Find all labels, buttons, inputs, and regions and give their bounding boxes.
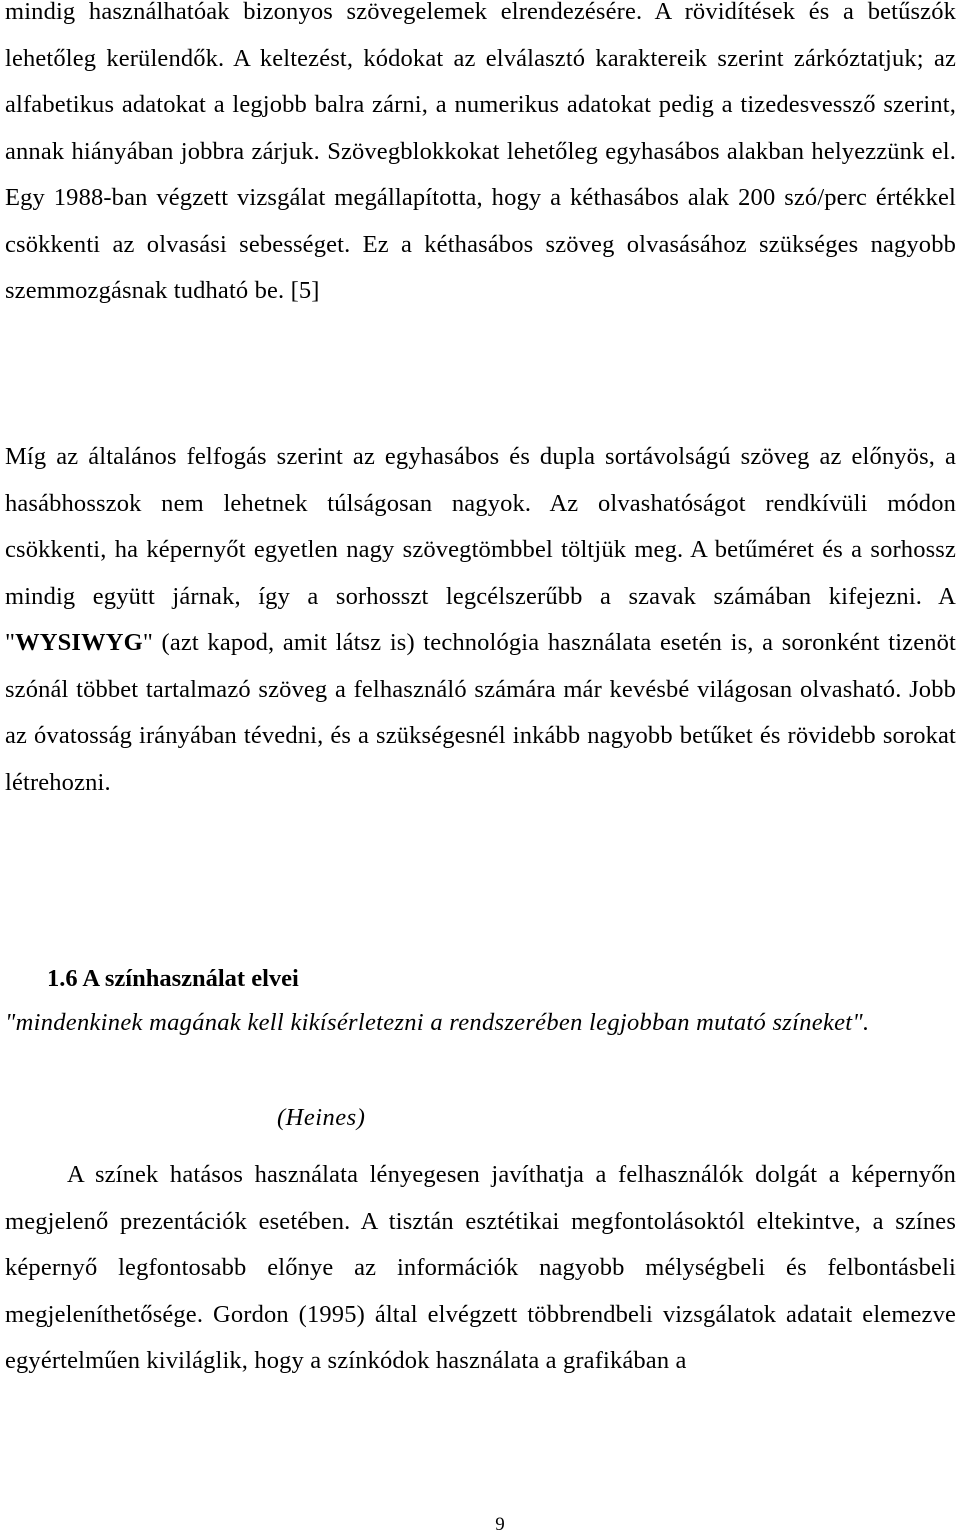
paragraph-1-text: mindig használhatóak bizonyos szövegelemek elrendezésére. A rövidítések és a betűszók lehetőleg kerülendők. A keltezést, kódokat az elválasztó karaktereik szerint zárkóztatjuk; az alfabetikus adatokat a legjobb balra zárni, a numerikus adatokat pedig a tizedesvessző szerint, annak hiányában jobbra zárjuk. Szövegblokkokat lehetőleg egyhasábos alakban helyezzünk el. Egy 1988-ban végzett vizsgálat megállapította, hogy a kéthasábos alak 200 szó/perc értékkel csökkenti az olvasási sebességet. Ez a kéthasábos szöveg olvasásához szükséges nagyobb szemmozgásnak tudható be. [5]	[5, 0, 956, 304]
quote-attribution: (Heines)	[277, 1104, 366, 1131]
section-heading: 1.6 A színhasználat elvei	[47, 965, 299, 992]
section-quote: "mindenkinek magának kell kikísérletezni a rendszerében legjobban mutató színeket".	[5, 1009, 870, 1036]
paragraph-2-text-end: " (azt kapod, amit látsz is) technológia használata esetén is, a soronként tizenöt szónál többet tartalmazó szöveg a felhasználó számára már kevésbé világosan olvasható. Jobb az óvatosság irányában tévedni, és a szükségesnél inkább nagyobb betűket és rövidebb sorokat létrehozni.	[5, 629, 956, 796]
page-number: 9	[495, 1514, 505, 1535]
paragraph-2	[5, 434, 956, 806]
paragraph-1	[5, 0, 956, 315]
wysiwyg-term: WYSIWYG	[15, 629, 143, 656]
paragraph-2-text-start: Míg az általános felfogás szerint az egyhasábos és dupla sortávolságú szöveg az előnyös, a hasábhosszok nem lehetnek túlságosan nagyok. Az olvashatóságot rendkívüli módon csökkenti, ha képernyőt egyetlen nagy szövegtömbbel töltjük meg. A betűméret és a sorhossz mindig együtt járnak, így a sorhosszt legcélszerűbb a szavak számában kifejezni. A "	[5, 443, 956, 656]
paragraph-3: A színek hatásos használata lényegesen javíthatja a felhasználók dolgát a képernyőn megjelenő prezentációk esetében. A tisztán esztétikai megfontolásoktól eltekintve, a színes képernyő legfontosabb előnye az információk nagyobb mélységbeli és felbontásbeli megjeleníthetősége. Gordon (1995) által elvégzett többrendbeli vizsgálatok adatait elemezve egyértelműen kiviláglik, hogy a színkódok használata a grafikában a	[5, 1161, 956, 1374]
